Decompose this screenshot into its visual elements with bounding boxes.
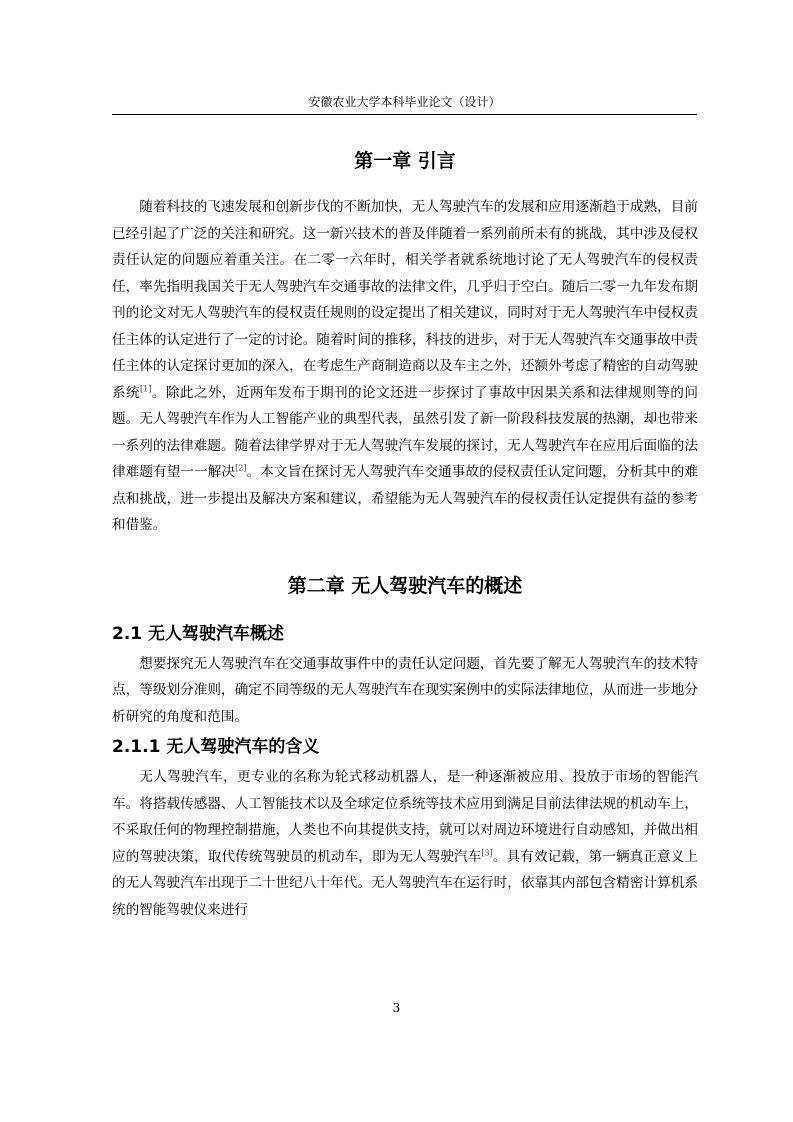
paragraph-text: 。本文旨在探讨无人驾驶汽车交通事故的侵权责任认定问题，分析其中的难点和挑战，进一步提出及解决方案和建议，希望能为无人驾驶汽车的侵权责任认定提供有益的参考和借鉴。 xyxy=(112,464,698,533)
paragraph-text: 。具有效记载，第一辆真正意义上的无人驾驶汽车出现于二十世纪八十年代。无人驾驶汽车在运行时，依靠其内部包含精密计算机系统的智能驾驶仪来进行 xyxy=(112,848,698,918)
chapter-1-title: 第一章 引言 xyxy=(354,150,456,172)
chapter-1-paragraph xyxy=(112,194,698,539)
paragraph-text: 随着科技的飞速发展和创新步伐的不断加快，无人驾驶汽车的发展和应用逐渐趋于成熟，目前已经引起了广泛的关注和研究。这一新兴技术的普及伴随着一系列前所未有的挑战，其中涉及侵权责任认定的问题应着重关注。在二零一六年时，相关学者就系统地讨论了无人驾驶汽车的侵权责任，率先指明我国关于无人驾驶汽车交通事故的法律文件，几乎归于空白。随后二零一九年发布期刊的论文对无人驾驶汽车的侵权责任规则的设定提出了相关建议，同时对于无人驾驶汽车中侵权责任主体的认定进行了一定的讨论。随着时间的推移，科技的进步，对于无人驾驶汽车交通事故中责任主体的认定探讨更加的深入，在考虑生产商制造商以及车主之外，还额外考虑了精密的自动驾驶系统 xyxy=(112,199,698,401)
page-body xyxy=(112,140,698,923)
paragraph-text: 。除此之外，近两年发布于期刊的论文还进一步探讨了事故中因果关系和法律规则等的问题。无人驾驶汽车作为人工智能产业的典型代表，虽然引发了新一阶段科技发展的热潮，却也带来一系列的法律难题。随着法律学界对于无人驾驶汽车发展的探讨，无人驾驶汽车在应用后面临的法律难题有望一一解决 xyxy=(112,384,699,480)
citation-1: [1] xyxy=(140,383,152,393)
paragraph-text: 无人驾驶汽车，更专业的名称为轮式移动机器人，是一种逐渐被应用、投放于市场的智能汽车。将搭载传感器、人工智能技术以及全球定位系统等技术应用到满足目前法律法规的机动车上，不采取任何的物理控制措施，人类也不向其提供支持，就可以对周边环境进行自动感知，并做出相应的驾驶决策，取代传统驾驶员的机动车，即为无人驾驶汽车 xyxy=(112,769,698,865)
header-divider xyxy=(112,114,697,115)
section-2-1-1-title: 2.1.1 无人驾驶汽车的含义 xyxy=(112,737,320,757)
section-2-1-title: 2.1 无人驾驶汽车概述 xyxy=(112,623,285,644)
page-number: 3 xyxy=(392,1001,401,1015)
citation-3: [3] xyxy=(481,847,493,857)
running-header: 安徽农业大学本科毕业论文（设计） xyxy=(308,95,501,109)
chapter-2-title: 第二章 无人驾驶汽车的概述 xyxy=(287,574,523,597)
citation-2: [2] xyxy=(235,463,247,473)
section-2-1-1-paragraph xyxy=(112,764,698,923)
section-2-1-paragraph: 想要探究无人驾驶汽车在交通事故事件中的责任认定问题，首先要了解无人驾驶汽车的技术特点，等级划分准则，确定不同等级的无人驾驶汽车在现实案例中的实际法律地位，从而进一步地分析研究的角度和范围。 xyxy=(112,655,698,725)
